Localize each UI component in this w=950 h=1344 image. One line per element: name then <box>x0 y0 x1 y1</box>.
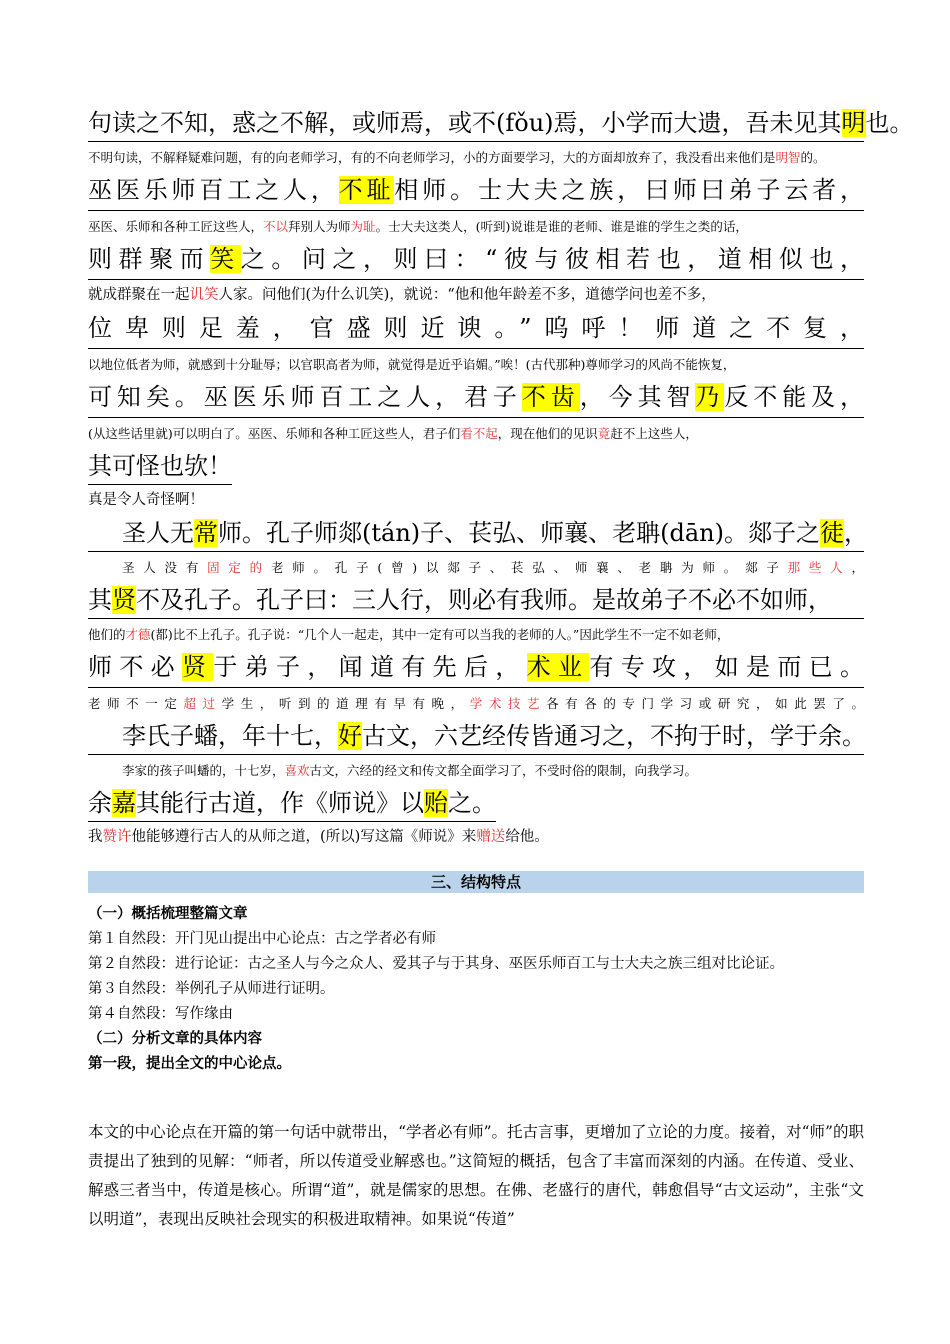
outline-item: 第２自然段：进行论证：古之圣人与今之众人、爱其子与于其身、巫医乐师百工与士大夫之族三组对比论证。 <box>88 956 784 972</box>
key-translation: 赠送 <box>476 829 506 845</box>
keyword-highlight: 常 <box>194 519 218 547</box>
original-line: 李氏子蟠，年十七，好古文，六艺经传皆通习之，不拘于时，学于余。 <box>88 721 864 755</box>
translation-line: 不明句读，不解释疑难问题，有的向老师学习，有的不向老师学习，小的方面要学习，大的方面却放弃了，我没看出来他们是明智的。 <box>88 150 826 165</box>
analysis-text: 本文的中心论点在开篇的第一句话中就带出，“学者必有师”。托古言事，更增加了立论的力度。接着，对“师”的职责提出了独到的见解：“师者，所以传道受业解惑也。”这简短的概括，包含了丰富而深刻的内涵。在传道、受业、解惑三者当中，传道是核心。所谓“道”，就是儒家的思想。在佛、老盛行的唐代，韩愈倡导“古文运动”，主张“文以明道”，表现出反映社会现实的积极进取精神。如果说“传道” <box>88 1123 864 1228</box>
outline-heading: （一）概括梳理整篇文章 <box>88 906 248 922</box>
original-line: 巫医乐师百工之人，不耻相师。士大夫之族，曰师曰弟子云者， <box>88 175 864 211</box>
key-translation: 为耻 <box>350 219 376 234</box>
keyword-highlight: 贤 <box>112 586 136 614</box>
original-line: 位卑则足羞，官盛则近谀。”呜呼！师道之不复， <box>88 313 864 349</box>
keyword-highlight: 好 <box>338 722 362 750</box>
outline-item: 第３自然段：举例孔子从师进行证明。 <box>88 981 335 997</box>
translation-line: 以地位低者为师，就感到十分耻辱；以官职高者为师，就觉得是近乎谄媚。”唉！(古代那种)尊师学习的风尚不能恢复， <box>88 357 736 372</box>
translation-line: 老师不一定超过学生，听到的道理有早有晚，学术技艺各有各的专门学习或研究，如此罢了。 <box>88 696 864 711</box>
keyword-highlight: 徒 <box>820 519 844 547</box>
paragraph-heading: 第一段，提出全文的中心论点。 <box>88 1056 291 1072</box>
keyword-highlight: 乃 <box>695 383 725 411</box>
translation-line: 我赞许他能够遵行古人的从师之道，(所以)写这篇《师说》来赠送给他。 <box>88 829 549 845</box>
translation-line: 巫医、乐师和各种工匠这些人，不以拜别人为师为耻。士大夫这类人，(听到)说谁是谁的老师、谁是谁的学生之类的话， <box>88 219 748 234</box>
outline-heading: （二）分析文章的具体内容 <box>88 1031 262 1047</box>
original-line: 句读之不知，惑之不解，或师焉，或不(fǒu)焉，小学而大遗，吾未见其明也。 <box>88 108 864 142</box>
keyword-highlight: 明 <box>841 109 866 137</box>
translation-line: (从这些话里就)可以明白了。巫医、乐师和各种工匠这些人，君子们看不起，现在他们的见识竟赶不上这些人， <box>88 426 698 441</box>
structure-outline <box>88 902 864 1077</box>
key-translation: 固定的 <box>207 560 271 575</box>
key-translation: 喜欢 <box>284 763 310 778</box>
key-translation: 那些人 <box>787 560 852 575</box>
original-line: 其可怪也欤！ <box>88 451 232 485</box>
key-translation: 竟 <box>597 426 611 441</box>
key-translation: 才德 <box>125 627 151 642</box>
keyword-highlight: 贤 <box>182 653 214 681</box>
translation-line: 他们的才德(都)比不上孔子。孔子说：“几个人一起走，其中一定有可以当我的老师的人。”因此学生不一定不如老师， <box>88 627 730 642</box>
outline-item: 第１自然段：开门见山提出中心论点：古之学者必有师 <box>88 931 436 947</box>
original-line: 可知矣。巫医乐师百工之人，君子不齿，今其智乃反不能及， <box>88 382 864 418</box>
key-translation: 赞许 <box>102 829 132 845</box>
key-translation: 不以 <box>263 219 289 234</box>
keyword-highlight: 笑 <box>210 245 241 273</box>
original-line: 其贤不及孔子。孔子曰：三人行，则必有我师。是故弟子不必不如师， <box>88 585 864 619</box>
outline-item: 第４自然段：写作缘由 <box>88 1006 233 1022</box>
classical-text-block <box>88 108 914 855</box>
key-translation: 超过 <box>183 696 222 711</box>
translation-line: 圣人没有固定的老师。孔子(曾)以郯子、苌弘、师襄、老聃为师。郯子那些人， <box>122 560 864 575</box>
section-title: 三、结构特点 <box>88 871 864 893</box>
key-translation: 讥笑 <box>189 287 219 303</box>
translation-line: 真是令人奇怪啊！ <box>88 492 204 508</box>
keyword-highlight: 不齿 <box>521 383 580 411</box>
key-translation: 学术技艺 <box>469 696 547 711</box>
key-translation: 明智 <box>775 150 801 165</box>
key-translation: 看不起 <box>460 426 498 441</box>
translation-line: 李家的孩子叫蟠的，十七岁，喜欢古文，六经的经文和传文都全面学习了，不受时俗的限制，向我学习。 <box>122 763 698 778</box>
keyword-highlight: 贻 <box>424 789 448 817</box>
original-line: 圣人无常师。孔子师郯(tán)子、苌弘、师襄、老聃(dān)。郯子之徒， <box>88 518 864 552</box>
analysis-paragraph <box>88 1118 864 1234</box>
keyword-highlight: 不耻 <box>338 176 395 204</box>
keyword-highlight: 嘉 <box>112 789 136 817</box>
original-line: 师不必贤于弟子，闻道有先后，术业有专攻，如是而已。 <box>88 652 864 688</box>
keyword-highlight: 术业 <box>526 653 590 681</box>
original-line: 余嘉其能行古道，作《师说》以贻之。 <box>88 788 496 822</box>
translation-line: 就成群聚在一起讥笑人家。问他们(为什么讥笑)，就说：“他和他年龄差不多，道德学问也差不多， <box>88 287 716 303</box>
original-line: 则群聚而笑之。问之，则曰：“彼与彼相若也，道相似也， <box>88 244 864 280</box>
